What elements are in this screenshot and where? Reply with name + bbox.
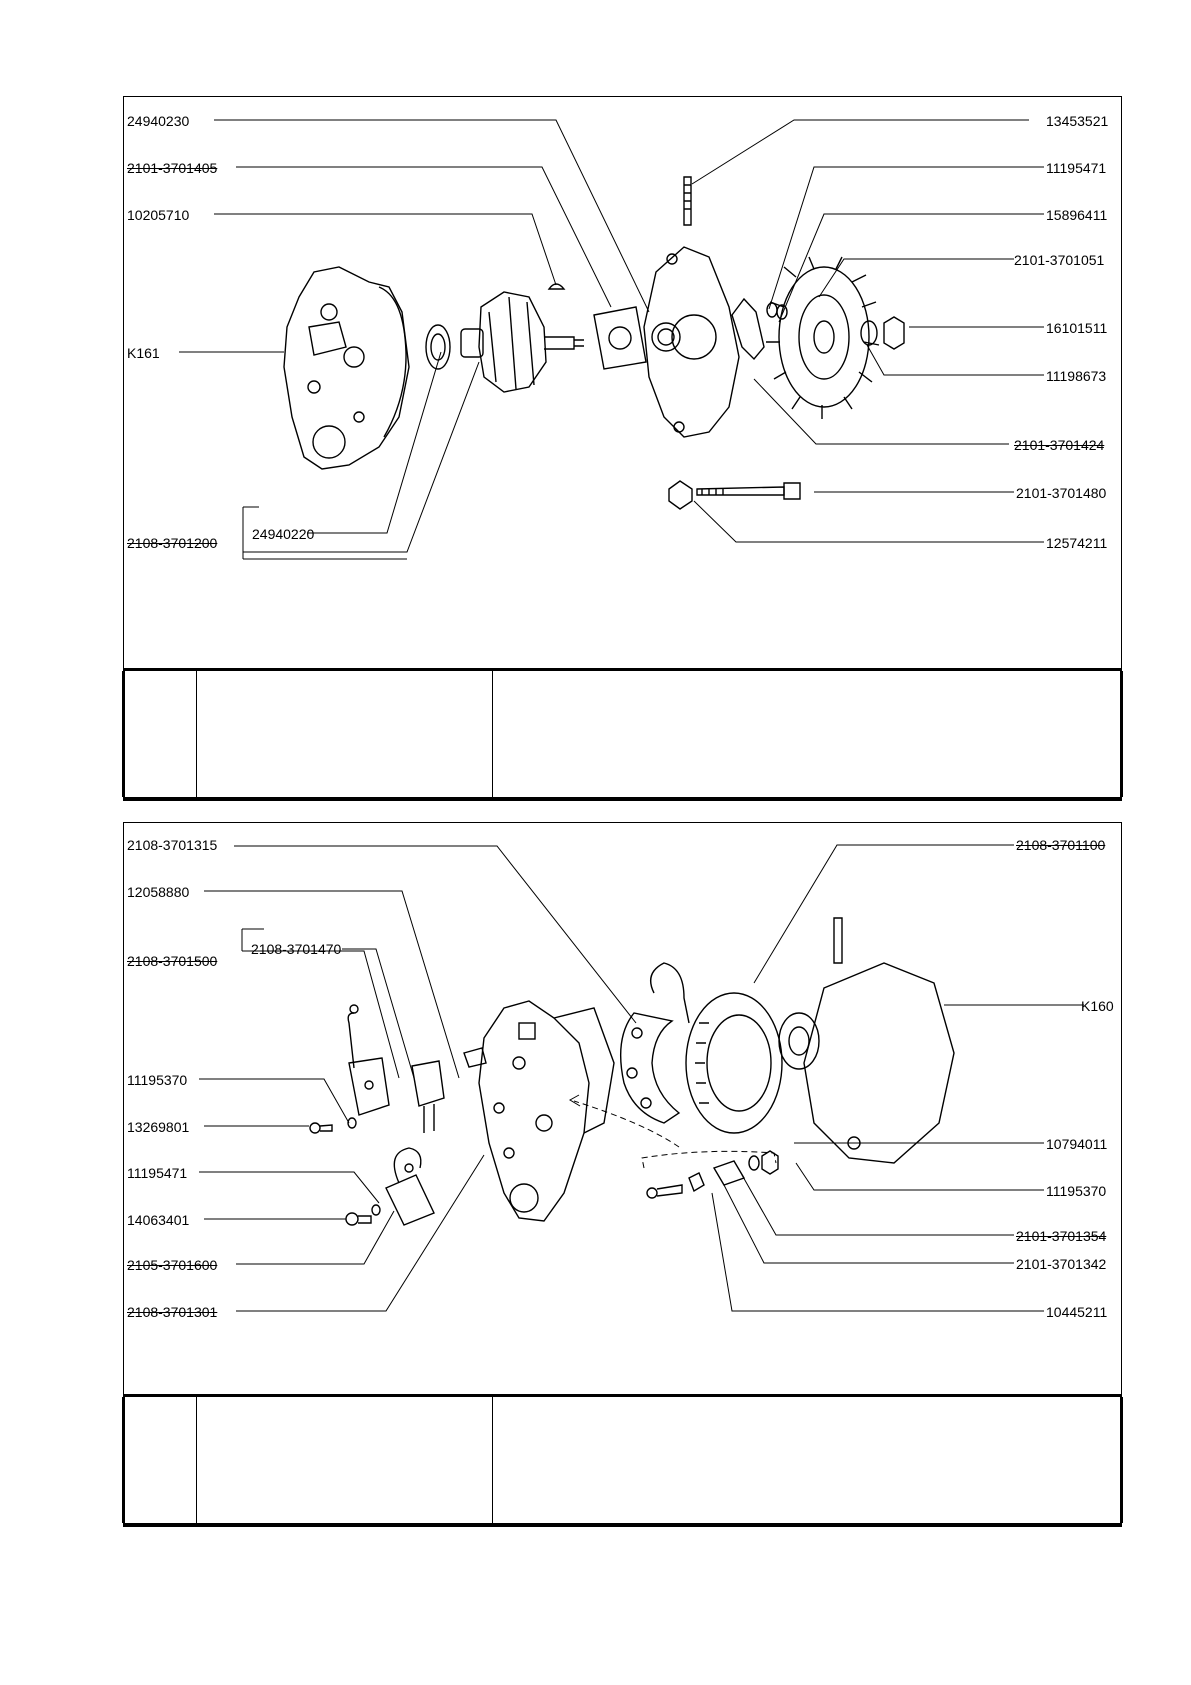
rear-housing-2108-3701301 xyxy=(479,1001,614,1221)
part-label-10205710: 10205710 xyxy=(127,207,190,223)
part-label-16101511: 16101511 xyxy=(1046,320,1108,336)
table-cell-number xyxy=(124,671,197,797)
top-diagram-panel xyxy=(123,96,1122,801)
brush-holder-2108-3701470 xyxy=(412,1061,444,1133)
part-label-10794011: 10794011 xyxy=(1046,1136,1108,1152)
rear-housing-k161 xyxy=(284,267,409,469)
part-label-k160: K160 xyxy=(1081,998,1114,1014)
part-label-24940220: 24940220 xyxy=(252,526,315,542)
rotor xyxy=(461,292,584,392)
key-10205710 xyxy=(549,284,564,289)
part-label-11195370-right: 11195370 xyxy=(1046,1183,1107,1199)
bottom-diagram-panel xyxy=(123,822,1122,1527)
part-label-10445211: 10445211 xyxy=(1046,1304,1108,1320)
table-cell-description xyxy=(492,1397,1121,1523)
part-label-2108-3701500: 2108-3701500 xyxy=(127,953,218,969)
table-cell-code xyxy=(196,671,493,797)
part-label-2108-3701200: 2108-3701200 xyxy=(127,535,218,551)
part-label-13453521: 13453521 xyxy=(1046,113,1109,129)
part-label-11198673: 11198673 xyxy=(1046,368,1107,384)
part-label-11195471: 11195471 xyxy=(1046,160,1107,176)
part-label-2105-3701600: 2105-3701600 xyxy=(127,1257,218,1273)
part-label-2101-3701342: 2101-3701342 xyxy=(1016,1256,1107,1272)
washer-11195471 xyxy=(767,303,777,317)
part-label-15896411: 15896411 xyxy=(1046,207,1108,223)
part-label-12574211: 12574211 xyxy=(1046,535,1108,551)
part-label-14063401: 14063401 xyxy=(127,1212,190,1228)
bolt-10445211 xyxy=(647,1185,682,1198)
part-label-2101-3701424: 2101-3701424 xyxy=(1014,437,1105,453)
table-cell-description xyxy=(492,671,1121,797)
capacitor-2105-3701600 xyxy=(386,1148,434,1225)
plate-2101-3701405 xyxy=(594,307,646,369)
part-label-12058880: 12058880 xyxy=(127,884,190,900)
plug-12058880 xyxy=(464,1048,486,1067)
leader-lines xyxy=(199,845,1084,1311)
diode-bridge-2108-3701315 xyxy=(621,963,689,1123)
insulator-2101-3701354 xyxy=(714,1161,744,1185)
group-bracket xyxy=(642,1151,776,1168)
part-label-24940230: 24940230 xyxy=(127,113,190,129)
stator-2108-3701100 xyxy=(686,993,782,1133)
spacer-2101-3701424 xyxy=(732,299,764,359)
assembly-arrow xyxy=(574,1101,679,1147)
part-label-11195471: 11195471 xyxy=(127,1165,188,1181)
part-label-2101-3701405: 2101-3701405 xyxy=(127,160,218,176)
insulator-2101-3701342 xyxy=(689,1173,704,1191)
part-label-2108-3701100: 2108-3701100 xyxy=(1016,837,1106,853)
screw-14063401 xyxy=(346,1205,380,1225)
regulator-2108-3701500 xyxy=(348,1005,389,1115)
part-label-2108-3701315: 2108-3701315 xyxy=(127,837,218,853)
part-label-2108-3701470: 2108-3701470 xyxy=(251,941,342,957)
table-cell-number xyxy=(124,1397,197,1523)
washer-11195370 xyxy=(749,1156,759,1170)
screw-13269801 xyxy=(310,1118,356,1133)
nut-16101511 xyxy=(884,317,904,349)
part-label-2101-3701480: 2101-3701480 xyxy=(1016,485,1107,501)
stud-13453521 xyxy=(684,177,691,225)
table-cell-code xyxy=(196,1397,493,1523)
part-label-11195370: 11195370 xyxy=(127,1072,188,1088)
part-label-2108-3701301: 2108-3701301 xyxy=(127,1304,218,1320)
part-label-2101-3701354: 2101-3701354 xyxy=(1016,1228,1107,1244)
arrow-head xyxy=(570,1095,580,1106)
part-label-2101-3701051: 2101-3701051 xyxy=(1014,252,1105,268)
top-parts-table xyxy=(124,668,1121,800)
leader-lines xyxy=(179,120,1044,559)
front-housing-k160 xyxy=(779,918,954,1163)
bottom-parts-table xyxy=(124,1394,1121,1526)
nut-12574211 xyxy=(669,481,692,509)
bolt-2101-3701480 xyxy=(697,483,800,499)
part-label-13269801: 13269801 xyxy=(127,1119,190,1135)
front-cover-24940230 xyxy=(644,247,739,437)
part-label-k161: K161 xyxy=(127,345,160,361)
